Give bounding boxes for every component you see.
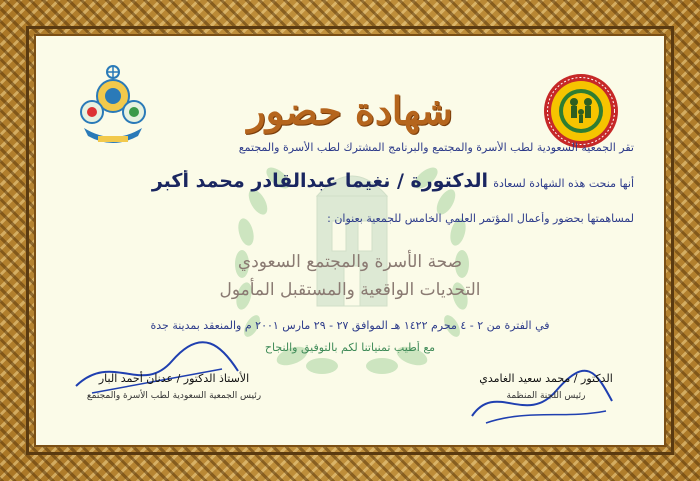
- left-signatory-title: رئيس الجمعية السعودية لطب الأسرة والمجتمع: [86, 391, 262, 401]
- date-line: في الفترة من ٢ - ٤ محرم ١٤٢٢ هـ الموافق ٢٧ - ٢٩ مارس ٢٠٠١ م والمنعقد بمدينة جدة: [150, 319, 550, 332]
- left-signatory-name: الأستاذ الدكتور / عدنان أحمد البار: [98, 372, 250, 385]
- issuer-line: تقر الجمعية السعودية لطب الأسرة والمجتمع والبرنامج المشترك لطب الأسرة والمجتمع: [238, 141, 634, 154]
- left-signature-block: [64, 372, 284, 401]
- wishes-line: مع أطيب تمنياتنا لكم بالتوفيق والنجاح: [264, 341, 436, 354]
- recipient-line: [66, 170, 634, 192]
- right-signature-block: [436, 372, 656, 401]
- grant-prefix: أنها منحت هذه الشهادة لسعادة: [493, 177, 634, 190]
- certificate-paper: [34, 34, 666, 447]
- recipient-name: الدكتورة / نغيما عبدالقادر محمد أكبر: [151, 170, 488, 192]
- topic-line-2: التحديات الواقعية والمستقبل المأمول: [219, 280, 481, 300]
- right-signatory-title: رئيس اللجنة المنظمة: [506, 391, 586, 401]
- participation-line: لمساهمتها بحضور وأعمال المؤتمر العلمي الخامس للجمعية بعنوان :: [327, 212, 634, 225]
- right-signatory-name: الدكتور / محمد سعيد الغامدي: [479, 372, 613, 385]
- certificate-title: شهادة حضور: [247, 88, 453, 133]
- topic-line-1: صحة الأسرة والمجتمع السعودي: [237, 252, 463, 272]
